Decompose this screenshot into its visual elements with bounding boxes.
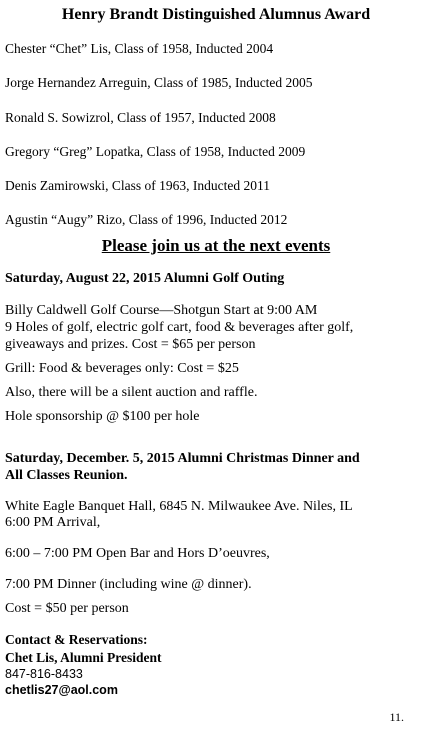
- inductee-item: Jorge Hernandez Arreguin, Class of 1985, Inducted 2005: [5, 75, 313, 90]
- golf-event-line: Grill: Food & beverages only: Cost = $25: [5, 361, 239, 376]
- contact-email[interactable]: chetlis27@aol.com: [5, 683, 118, 697]
- golf-event-line: Hole sponsorship @ $100 per hole: [5, 409, 200, 424]
- page-number: 11.: [389, 710, 404, 724]
- inductee-item: Ronald S. Sowizrol, Class of 1957, Inducted 2008: [5, 110, 276, 125]
- dinner-event-line: Cost = $50 per person: [5, 601, 129, 616]
- inductee-item: Agustin “Augy” Rizo, Class of 1996, Inducted 2012: [5, 212, 288, 227]
- dinner-event-title: All Classes Reunion.: [5, 468, 128, 483]
- dinner-event-title: Saturday, December. 5, 2015 Alumni Christmas Dinner and: [5, 451, 360, 466]
- dinner-event-line: White Eagle Banquet Hall, 6845 N. Milwaukee Ave. Niles, IL: [5, 499, 353, 514]
- award-title: Henry Brandt Distinguished Alumnus Award: [61, 6, 371, 23]
- dinner-event-line: 6:00 PM Arrival,: [5, 515, 101, 530]
- contact-name: Chet Lis, Alumni President: [5, 650, 162, 665]
- golf-event-line: 9 Holes of golf, electric golf cart, food & beverages after golf,: [5, 320, 354, 335]
- dinner-event-line: 6:00 – 7:00 PM Open Bar and Hors D’oeuvres,: [5, 546, 270, 561]
- golf-event-line: Billy Caldwell Golf Course—Shotgun Start at 9:00 AM: [5, 303, 318, 318]
- inductee-item: Gregory “Greg” Lopatka, Class of 1958, Inducted 2009: [5, 144, 306, 159]
- inductee-item: Denis Zamirowski, Class of 1963, Inducted 2011: [5, 178, 270, 193]
- golf-event-title: Saturday, August 22, 2015 Alumni Golf Outing: [5, 271, 285, 286]
- dinner-event-line: 7:00 PM Dinner (including wine @ dinner).: [5, 577, 252, 592]
- inductee-item: Chester “Chet” Lis, Class of 1958, Inducted 2004: [5, 41, 274, 56]
- golf-event-line: giveaways and prizes. Cost = $65 per person: [5, 337, 256, 352]
- contact-heading: Contact & Reservations:: [5, 632, 148, 647]
- events-heading: Please join us at the next events: [101, 236, 331, 255]
- contact-phone: 847-816-8433: [5, 667, 83, 681]
- golf-event-line: Also, there will be a silent auction and raffle.: [5, 385, 258, 400]
